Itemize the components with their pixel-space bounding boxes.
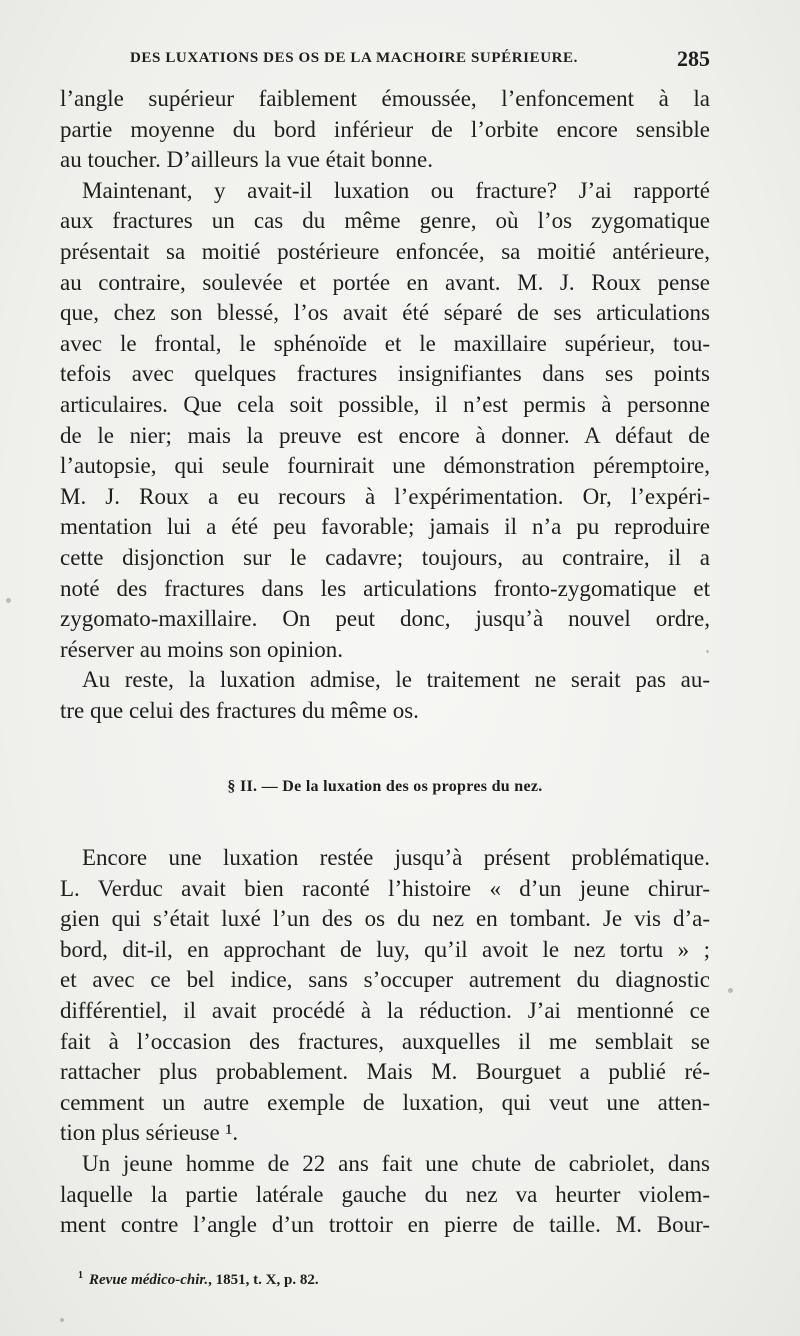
footnote: [78, 1270, 319, 1289]
text-line: laquelle la partie latérale gauche du nez va heurter violem-: [60, 1181, 710, 1207]
text-line: fait à l’occasion des fractures, auxquelles il me semblait se: [60, 1028, 710, 1054]
text-line: aux fractures un cas du même genre, où l’os zygomatique: [60, 208, 710, 234]
text-line: gien qui s’était luxé l’un des os du nez en tombant. Je vis d’a-: [60, 906, 710, 932]
paragraph-start-line: Encore une luxation restée jusqu’à présent problématique.: [82, 845, 710, 870]
text-line: L. Verduc avait bien raconté l’histoire « d’un jeune chirur-: [60, 875, 710, 901]
text-line: avec le frontal, le sphénoïde et le maxillaire supérieur, tou-: [60, 330, 710, 356]
text-line: M. J. Roux a eu recours à l’expérimentation. Or, l’expéri-: [60, 483, 710, 509]
text-line: cemment un autre exemple de luxation, qui veut une atten-: [60, 1089, 710, 1115]
text-line: bord, dit-il, en approchant de luy, qu’il avoit le nez tortu » ;: [60, 936, 710, 962]
footnote-marker: 1: [78, 1270, 83, 1281]
page-number: 285: [677, 46, 710, 71]
text-line: noté des fractures dans les articulations fronto-zygomatique et: [60, 575, 710, 601]
text-line: partie moyenne du bord inférieur de l’orbite encore sensible: [60, 116, 710, 142]
paper-speck: [6, 598, 11, 603]
paper-speck: [728, 988, 733, 993]
text-line: que, chez son blessé, l’os avait été séparé de ses articulations: [60, 300, 710, 326]
text-line: tefois avec quelques fractures insignifiantes dans ses points: [60, 361, 710, 387]
text-line: tion plus sérieuse ¹.: [60, 1120, 239, 1146]
text-line: rattacher plus probablement. Mais M. Bourguet a publié ré-: [60, 1059, 710, 1085]
paragraph-start-line: Au reste, la luxation admise, le traitement ne serait pas au-: [82, 667, 710, 693]
text-line: articulaires. Que cela soit possible, il n’est permis à personne: [60, 391, 710, 417]
footnote-reference: , 1851, t. X, p. 82.: [208, 1272, 319, 1288]
footnote-source: Revue médico-chir.: [89, 1272, 209, 1288]
text-line: de le nier; mais la preuve est encore à donner. A défaut de: [60, 422, 710, 448]
paper-speck: [60, 1318, 64, 1322]
text-line: différentiel, il avait procédé à la réduction. J’ai mentionné ce: [60, 997, 710, 1023]
text-line: présentait sa moitié postérieure enfoncée, sa moitié antérieure,: [60, 238, 710, 264]
text-line: mentation lui a été peu favorable; jamais il n’a pu reproduire: [60, 514, 710, 540]
body-text-top: [60, 84, 710, 726]
running-title: DES LUXATIONS DES OS DE LA MACHOIRE SUPÉRIEURE.: [130, 50, 579, 66]
text-line: au contraire, soulevée et portée en avant. M. J. Roux pense: [60, 269, 710, 295]
paper-speck: [706, 650, 709, 653]
text-line: l’angle supérieur faiblement émoussée, l’enfoncement à la: [60, 86, 710, 111]
paragraph-start-line: Un jeune homme de 22 ans fait une chute de cabriolet, dans: [82, 1150, 710, 1176]
text-line: cette disjonction sur le cadavre; toujours, au contraire, il a: [60, 544, 710, 570]
text-line: réserver au moins son opinion.: [60, 636, 343, 662]
paragraph-start-line: Maintenant, y avait-il luxation ou fracture? J’ai rapporté: [82, 177, 710, 203]
text-line: l’autopsie, qui seule fournirait une démonstration péremptoire,: [60, 453, 710, 479]
running-head: [60, 46, 710, 72]
section-heading: § II. — De la luxation des os propres du nez.: [227, 778, 543, 795]
text-line: et avec ce bel indice, sans s’occuper autrement du diagnostic: [60, 967, 710, 993]
text-line: au toucher. D’ailleurs la vue était bonne.: [60, 147, 433, 173]
body-text-bottom: [60, 843, 710, 1241]
text-line: ment contre l’angle d’un trottoir en pierre de taille. M. Bour-: [60, 1212, 710, 1238]
text-line: tre que celui des fractures du même os.: [60, 697, 419, 723]
section-heading-block: [60, 778, 710, 796]
text-line: zygomato-maxillaire. On peut donc, jusqu’à nouvel ordre,: [60, 606, 710, 632]
